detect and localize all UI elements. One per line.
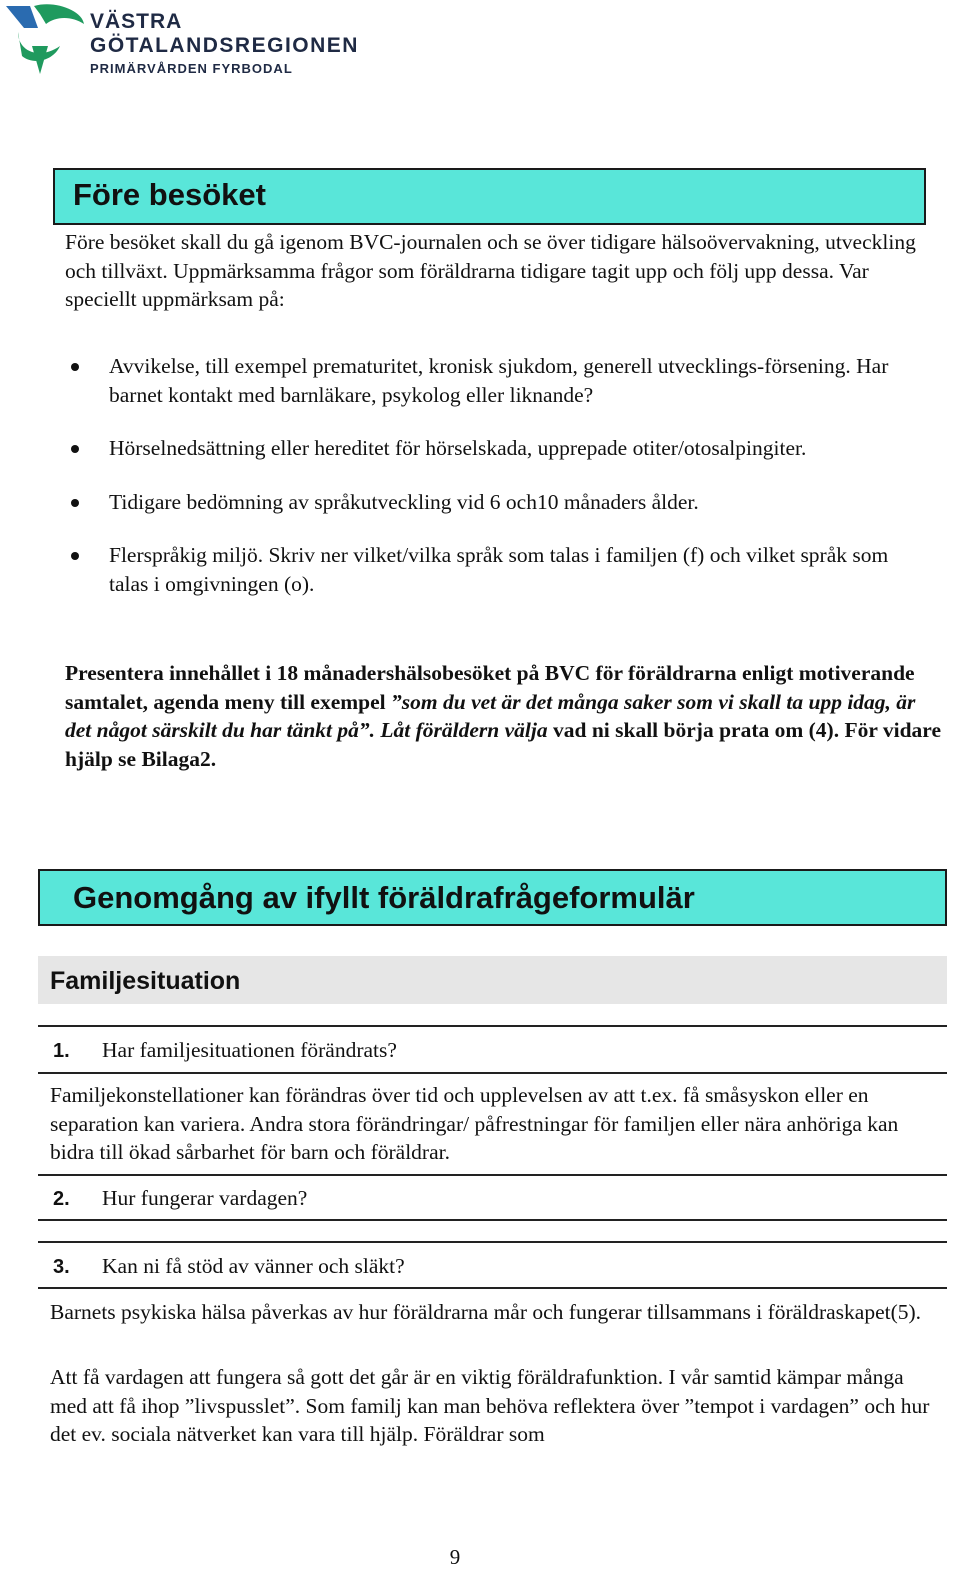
divider [38,1072,947,1074]
question-number: 3. [53,1256,70,1278]
section-header-questionnaire-review: Genomgång av ifyllt föräldrafrågeformulär [38,869,947,926]
question-number: 1. [53,1040,70,1062]
divider [38,1025,947,1027]
divider [38,1241,947,1243]
agenda-text-2: vad ni skall börja prata om (4). För vidare hjälp se Bilaga2. [65,718,941,771]
agenda-instruction [65,659,945,773]
attention-list [65,352,925,623]
question-2 [53,1184,933,1215]
divider [38,1287,947,1289]
list-item [65,488,925,517]
bullet-icon [71,499,79,507]
question-3 [53,1252,933,1283]
divider [38,1219,947,1221]
agenda-quote: ”som du vet är det många saker som vi skall ta upp idag, är det något särskilt du har tänkt på”. Låt föräldern välja [65,689,916,742]
question-1-body: Familjekonstellationer kan förändras över tid och upplevelsen av att t.ex. få småsyskon eller en separation kan variera. Andra stora förändringar/ påfrestningar för familjen eller nära anhöriga kan bidra till ökad sårbarhet för barn och föräldrar. [50,1083,899,1164]
question-3-body-1: Barnets psykiska hälsa påverkas av hur föräldrarna mår och fungerar tillsammans i föräldraskapet(5). [50,1300,922,1324]
agenda-text-1: Presentera innehållet i 18 månadershälsobesöket på BVC för föräldrarna enligt motiverande samtalet, agenda meny till exempel [65,661,915,714]
list-item [65,541,925,598]
logo-line-1: VÄSTRA [90,10,183,33]
logo-text [90,10,359,78]
page-number: 9 [449,1545,461,1569]
list-item-text: Tidigare bedömning av språkutveckling vid 6 och10 månaders ålder. [109,489,699,514]
bullet-icon [71,363,79,371]
question-1 [53,1036,933,1067]
question-text: Hur fungerar vardagen? [102,1186,308,1210]
question-text: Kan ni få stöd av vänner och släkt? [102,1254,405,1278]
divider [38,1174,947,1176]
logo-line-3: PRIMÄRVÅRDEN FYRBODAL [90,61,293,76]
bullet-icon [71,552,79,560]
region-logo [4,2,364,80]
list-item-text: Hörselnedsättning eller hereditet för hörselskada, upprepade otiter/otosalpingiter. [109,436,807,460]
bullet-icon [71,445,79,453]
section-header-before-visit: Före besöket [53,168,926,225]
question-text: Har familjesituationen förändrats? [102,1038,397,1062]
region-logo-icon [4,2,86,78]
intro-paragraph: Före besöket skall du gå igenom BVC-journalen och se över tidigare hälsoövervakning, utveckling och tillväxt. Uppmärksamma frågor som föräldrarna tidigare tagit upp och följ upp dessa. Var speciellt uppmärksam på: [65,230,916,311]
list-item-text: Avvikelse, till exempel prematuritet, kronisk sjukdom, generell utvecklings-försening. Har barnet kontakt med barnläkare, psykolog eller liknande? [109,354,889,407]
list-item [65,434,925,463]
subsection-family-situation: Familjesituation [38,956,947,1004]
logo-line-2: GÖTALANDSREGIONEN [90,34,359,57]
question-number: 2. [53,1188,70,1210]
question-3-body-2: Att få vardagen att fungera så gott det går är en viktig föräldrafunktion. I vår samtid kämpar många med att få ihop ”livspusslet”. Som familj kan man behöva reflektera över ”tempot i vardagen” och hur det ev. sociala nätverket kan vara till hjälp. Föräldrar som [50,1365,930,1446]
list-item-text: Flerspråkig miljö. Skriv ner vilket/vilka språk som talas i familjen (f) och vilket språk som talas i omgivningen (o). [109,543,889,596]
list-item [65,352,925,409]
